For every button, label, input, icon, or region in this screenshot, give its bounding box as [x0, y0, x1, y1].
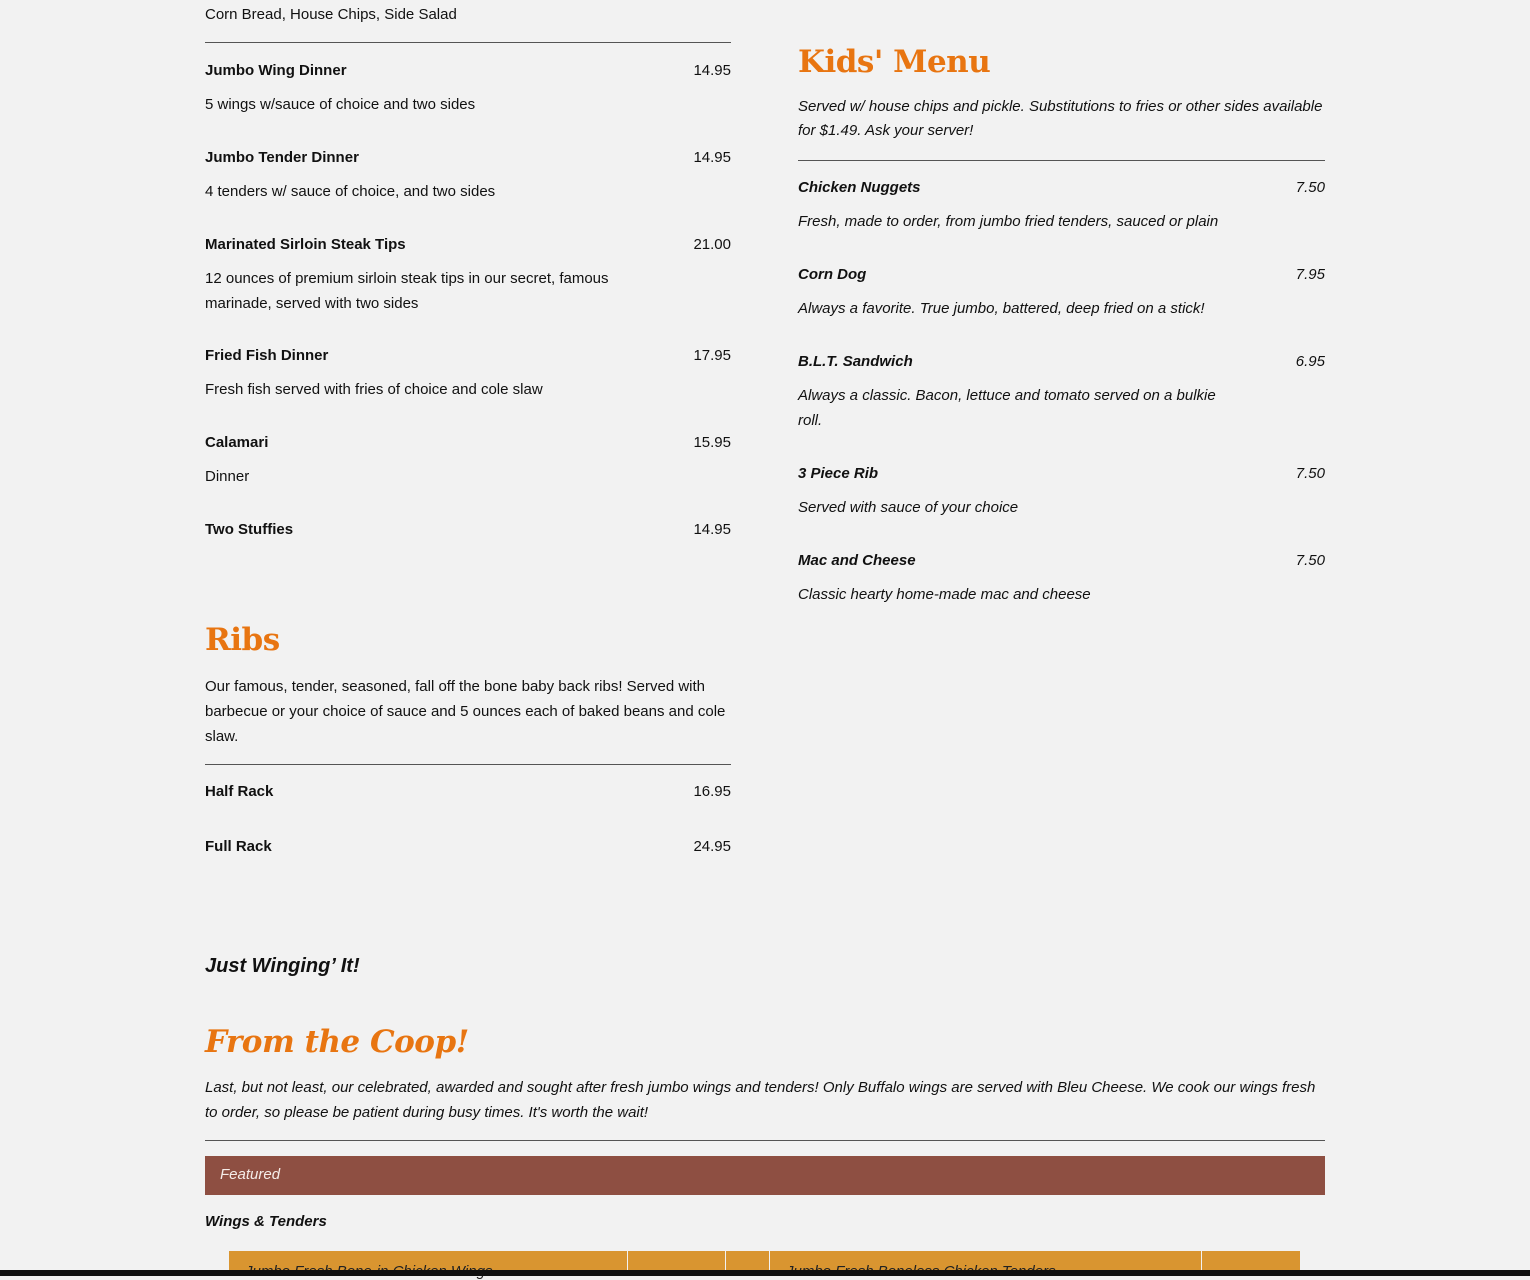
item-name: 3 Piece Rib [798, 465, 879, 482]
item-name: Marinated Sirloin Steak Tips [205, 236, 406, 253]
item-description: Dinner [205, 468, 250, 485]
item-price: 16.95 [693, 783, 731, 800]
item-name: Jumbo Wing Dinner [205, 62, 347, 79]
kids-menu-title: Kids' Menu [798, 44, 991, 80]
from-the-coop-title: From the Coop! [205, 1024, 469, 1060]
item-price: 14.95 [693, 521, 731, 538]
item-name: Fried Fish Dinner [205, 347, 329, 364]
item-price: 15.95 [693, 434, 731, 451]
item-description: 4 tenders w/ sauce of choice, and two sides [205, 183, 496, 200]
item-description: Always a favorite. True jumbo, battered, deep fried on a stick! [798, 300, 1205, 317]
item-name: Full Rack [205, 838, 272, 855]
item-price: 14.95 [693, 149, 731, 166]
divider [205, 1140, 1325, 1141]
item-name: Corn Dog [798, 266, 867, 283]
item-price: 7.95 [1295, 266, 1325, 283]
item-name: Calamari [205, 434, 269, 451]
featured-tab[interactable] [205, 1156, 1325, 1195]
item-price: 21.00 [693, 236, 731, 253]
item-price: 17.95 [693, 347, 731, 364]
item-price: 6.95 [1295, 353, 1325, 370]
kids-menu-description: Served w/ house chips and pickle. Substitutions to fries or other sides available for $1.49. Ask your server! [798, 98, 1323, 139]
wings-description: Last, but not least, our celebrated, awarded and sought after fresh jumbo wings and tenders! Only Buffalo wings are served with Bleu Cheese. We cook our wings fresh to order, so please be patient during busy times. It's worth the wait! [205, 1079, 1316, 1121]
item-description: Always a classic. Bacon, lettuce and tomato served on a bulkie roll. [798, 387, 1216, 429]
item-description: Fresh fish served with fries of choice and cole slaw [205, 381, 543, 398]
divider [798, 160, 1325, 161]
item-name: Jumbo Tender Dinner [205, 149, 359, 166]
item-price: 14.95 [693, 62, 731, 79]
item-price: 7.50 [1295, 465, 1325, 482]
item-name: Half Rack [205, 783, 274, 800]
item-description: Classic hearty home-made mac and cheese [798, 586, 1091, 603]
item-name: Chicken Nuggets [798, 179, 921, 196]
item-name: Two Stuffies [205, 521, 294, 538]
divider [205, 42, 731, 43]
item-price: 24.95 [693, 838, 731, 855]
item-description: Fresh, made to order, from jumbo fried tenders, sauced or plain [798, 213, 1219, 230]
bottom-edge-bar [0, 1270, 1530, 1276]
item-description: 5 wings w/sauce of choice and two sides [205, 96, 476, 113]
ribs-title: Ribs [205, 622, 280, 658]
wings-heading: Just Winging’ It! [205, 955, 360, 977]
dinner-sides-note: Corn Bread, House Chips, Side Salad [205, 6, 457, 23]
divider [205, 764, 731, 765]
item-price: 7.50 [1295, 552, 1325, 569]
item-name: B.L.T. Sandwich [798, 353, 913, 370]
item-price: 7.50 [1295, 179, 1325, 196]
wings-tenders-subhead: Wings & Tenders [205, 1213, 327, 1230]
item-description: 12 ounces of premium sirloin steak tips in our secret, famous marinade, served with two sides [205, 270, 609, 312]
item-name: Mac and Cheese [798, 552, 916, 569]
ribs-description: Our famous, tender, seasoned, fall off the bone baby back ribs! Served with barbecue or your choice of sauce and 5 ounces each of baked beans and cole slaw. [205, 678, 726, 745]
featured-tab-label: Featured [220, 1166, 281, 1183]
item-description: Served with sauce of your choice [798, 499, 1019, 516]
